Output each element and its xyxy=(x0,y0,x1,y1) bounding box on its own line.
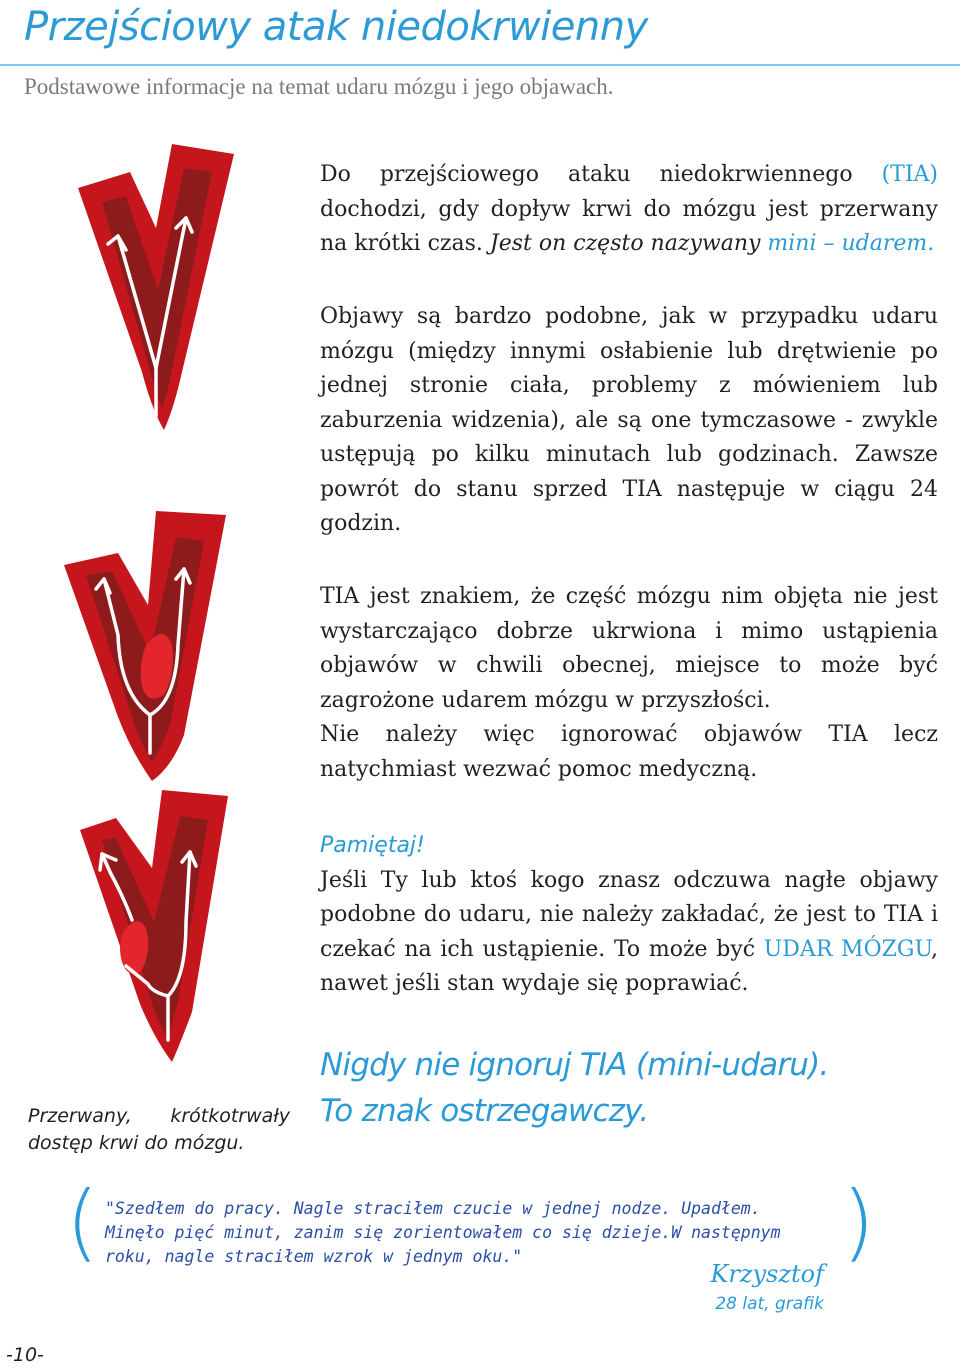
slogan-line-2: To znak ostrzegawczy. xyxy=(320,1093,649,1129)
caption-word-2: krótkotrwały xyxy=(170,1105,290,1127)
caption-line-2: dostęp krwi do mózgu. xyxy=(28,1132,245,1154)
testimonial-quote: "Szedłem do pracy. Nagle straciłem czucie w jednej nodze. Upadłem. Minęło pięć minut, zanim się zorientowałem co się dzieje.W następnym roku, nagle straciłem wzrok w jednym oku." xyxy=(105,1199,781,1266)
caption-word-1: Przerwany, xyxy=(28,1105,132,1127)
intro-text-2: dochodzi, gdy dopływ krwi do mózgu jest przerwany na krótki czas. xyxy=(320,196,938,256)
remember-text xyxy=(320,864,938,1002)
tia-abbrev: (TIA) xyxy=(881,162,938,187)
symptoms-text: Objawy są bardzo podobne, jak w przypadku udaru mózgu (między innymi osłabienie lub drętwienie po jednej stronie ciała, problemy z mówieniem lub zaburzenia widzenia), ale są one tymczasowe - zwykle ustępują po kilku minutach lub godzinach. Zawsze powrót do stanu sprzed TIA następuje w ciągu 24 godzin. xyxy=(320,304,938,536)
quote-author-detail: 28 lat, grafik xyxy=(715,1294,824,1314)
page-number: -10- xyxy=(6,1344,44,1366)
intro-text-1: Do przejściowego ataku niedokrwiennego xyxy=(320,162,882,187)
page-title: Przejściowy atak niedokrwienny xyxy=(24,4,648,50)
remember-text-1: Jeśli Ty lub ktoś kogo znasz odczuwa nagłe objawy podobne do udaru, nie należy zakładać, że jest to TIA i czekać na ich ustąpienie. To może być xyxy=(320,867,938,962)
vessel-illustration-blocked xyxy=(60,782,310,1082)
quote-close-paren: ) xyxy=(842,1173,875,1271)
illustration-caption xyxy=(28,1103,290,1157)
symptoms-paragraph xyxy=(320,300,938,542)
warning-text-2: Nie należy więc ignorować objawów TIA lecz natychmiast wezwać pomoc medyczną. xyxy=(320,722,938,782)
quote-open-paren: ( xyxy=(66,1173,99,1271)
intro-text xyxy=(320,158,938,262)
intro-italic: Jest on często nazywany xyxy=(489,231,768,256)
vessel-illustration-normal xyxy=(60,140,310,440)
warning-text-1: TIA jest znakiem, że część mózgu nim objęta nie jest wystarczająco dobrze ukrwiona i mimo ustąpienia objawów w chwili obecnej, miejsce to może być zagrożone udarem mózgu w przyszłości. xyxy=(320,584,938,713)
vessel-illustration-partial-clot xyxy=(60,505,310,785)
warning-section xyxy=(320,580,938,787)
mini-stroke-term: mini – udarem. xyxy=(767,231,935,256)
quote-author: Krzysztof xyxy=(710,1260,824,1288)
page-subtitle: Podstawowe informacje na temat udaru mózgu i jego objawach. xyxy=(24,74,614,99)
intro-paragraph xyxy=(320,158,938,262)
stroke-highlight: UDAR MÓZGU xyxy=(763,936,931,962)
remember-label: Pamiętaj! xyxy=(320,833,425,858)
slogan xyxy=(320,1042,940,1134)
remember-section xyxy=(320,829,938,1002)
slogan-line-1: Nigdy nie ignoruj TIA (mini-udaru). xyxy=(320,1047,829,1083)
title-divider xyxy=(0,64,960,66)
remember-text-2: , nawet jeśli stan wydaje się poprawiać. xyxy=(320,936,938,996)
